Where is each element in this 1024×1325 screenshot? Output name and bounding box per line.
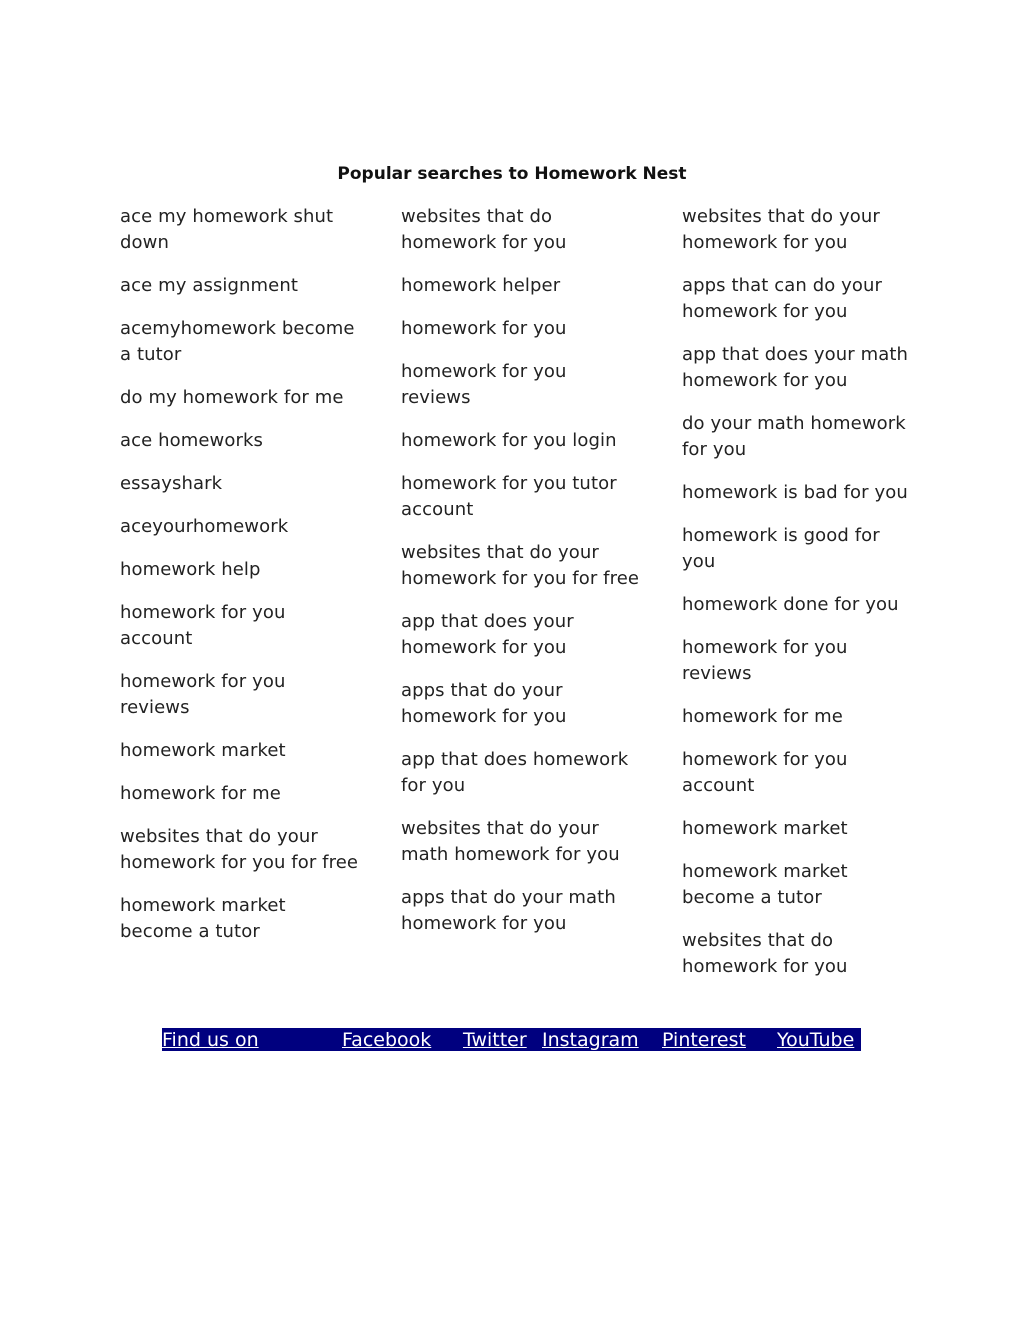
pinterest-link[interactable]: Pinterest — [662, 1029, 746, 1051]
search-column-2 — [401, 204, 641, 954]
list-item: acemyhomework become a tutor — [120, 318, 355, 365]
list-item: homework for you tutor account — [401, 473, 617, 520]
list-item: homework is good for you — [682, 525, 880, 572]
list-item: homework help — [120, 559, 261, 580]
list-item: homework done for you — [682, 594, 899, 615]
list-item: homework for you — [401, 318, 567, 339]
search-column-1 — [120, 204, 360, 962]
list-item: websites that do homework for you — [401, 206, 567, 253]
list-item: websites that do your homework for you for free — [120, 826, 359, 873]
list-item: do your math homework for you — [682, 413, 906, 460]
list-item: homework market — [682, 818, 848, 839]
list-item: ace my assignment — [120, 275, 299, 296]
list-item: homework market — [120, 740, 286, 761]
list-item: app that does your math homework for you — [682, 344, 909, 391]
list-item: homework for you reviews — [120, 671, 286, 718]
list-item: homework for me — [120, 783, 281, 804]
list-item: homework for you reviews — [682, 637, 848, 684]
list-item: websites that do your math homework for you — [401, 818, 620, 865]
list-item: ace homeworks — [120, 430, 263, 451]
instagram-link[interactable]: Instagram — [542, 1029, 639, 1051]
twitter-link[interactable]: Twitter — [463, 1029, 527, 1051]
list-item: apps that do your homework for you — [401, 680, 567, 727]
find-us-link[interactable]: Find us on — [162, 1029, 259, 1051]
list-item: homework helper — [401, 275, 561, 296]
list-item: essayshark — [120, 473, 223, 494]
list-item: homework is bad for you — [682, 482, 908, 503]
list-item: websites that do homework for you — [682, 930, 848, 977]
list-item: homework for me — [682, 706, 843, 727]
list-item: aceyourhomework — [120, 516, 289, 537]
list-item: do my homework for me — [120, 387, 344, 408]
list-item: homework market become a tutor — [120, 895, 286, 942]
list-item: websites that do your homework for you for free — [401, 542, 640, 589]
youtube-link[interactable]: YouTube — [777, 1029, 855, 1051]
list-item: ace my homework shut down — [120, 206, 334, 253]
list-item: homework for you account — [682, 749, 848, 796]
list-item: websites that do your homework for you — [682, 206, 880, 253]
facebook-link[interactable]: Facebook — [342, 1029, 432, 1051]
list-item: homework for you account — [120, 602, 286, 649]
list-item: app that does homework for you — [401, 749, 629, 796]
list-item: app that does your homework for you — [401, 611, 574, 658]
page-title: Popular searches to Homework Nest — [337, 164, 687, 184]
list-item: homework for you login — [401, 430, 617, 451]
list-item: apps that can do your homework for you — [682, 275, 883, 322]
list-item: apps that do your math homework for you — [401, 887, 616, 934]
list-item: homework market become a tutor — [682, 861, 848, 908]
search-column-3 — [682, 204, 912, 997]
list-item: homework for you reviews — [401, 361, 567, 408]
